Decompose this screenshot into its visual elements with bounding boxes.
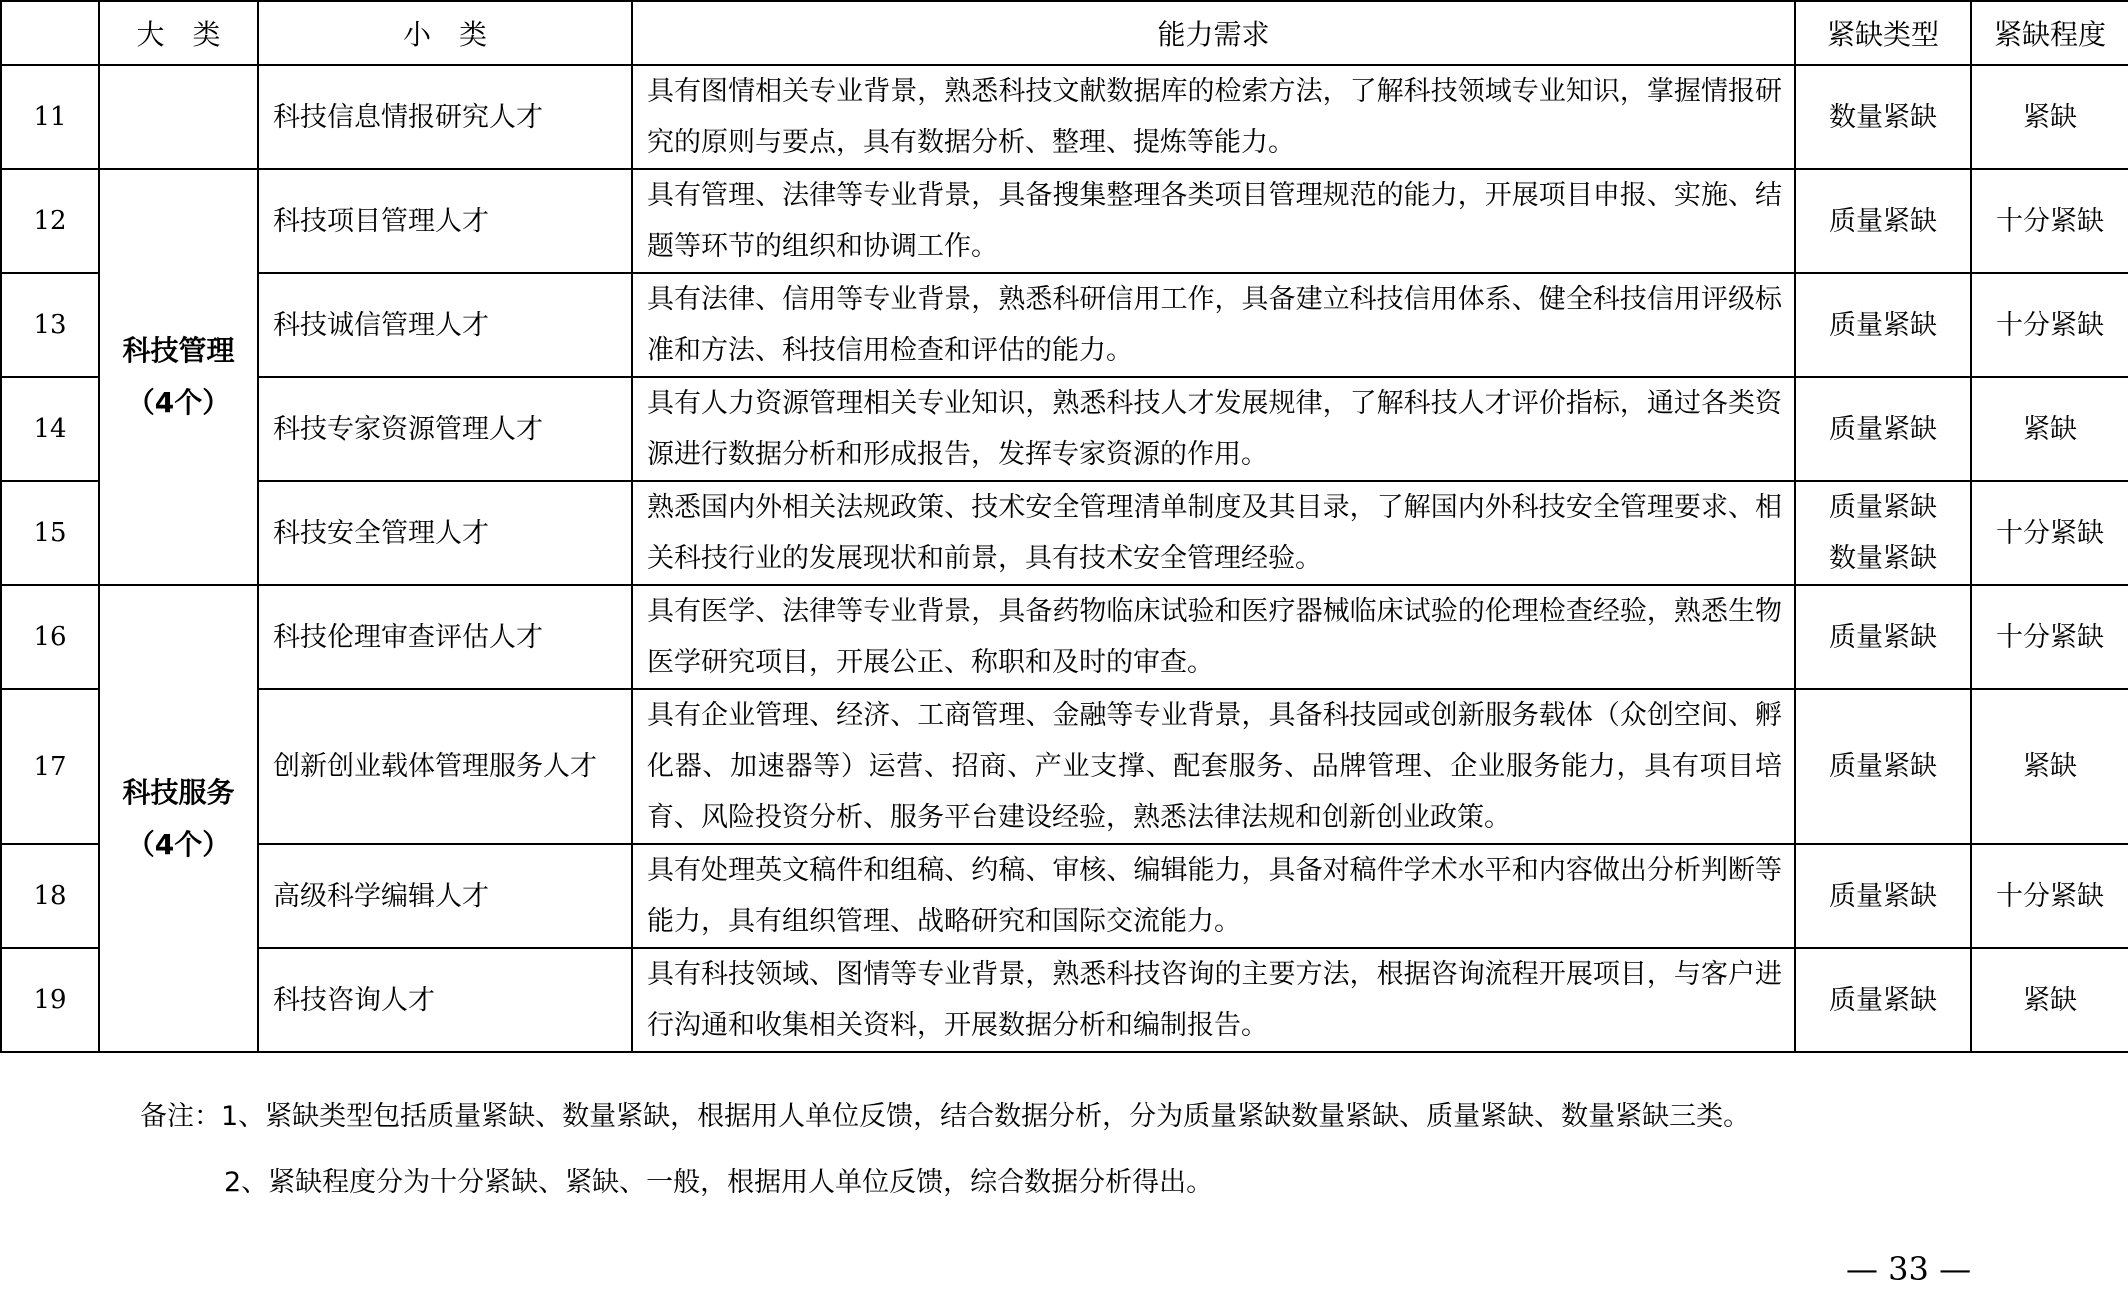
table-row xyxy=(1,65,2128,169)
subcategory-cell: 创新创业载体管理服务人才 xyxy=(258,689,632,844)
requirement-cell: 具有科技领域、图情等专业背景，熟悉科技咨询的主要方法，根据咨询流程开展项目，与客户进行沟通和收集相关资料，开展数据分析和编制报告。 xyxy=(632,948,1795,1052)
shortage-level-cell: 十分紧缺 xyxy=(1971,273,2128,377)
shortage-level-cell: 十分紧缺 xyxy=(1971,169,2128,273)
table-row xyxy=(1,169,2128,273)
shortage-level-cell: 紧缺 xyxy=(1971,377,2128,481)
table-row xyxy=(1,948,2128,1052)
row-number: 11 xyxy=(1,65,99,169)
requirement-cell: 具有处理英文稿件和组稿、约稿、审核、编辑能力，具备对稿件学术水平和内容做出分析判断等能力，具有组织管理、战略研究和国际交流能力。 xyxy=(632,844,1795,948)
table-row xyxy=(1,689,2128,844)
category-cell-empty xyxy=(99,65,258,169)
shortage-type-cell: 质量紧缺 xyxy=(1795,689,1971,844)
header-shortage-type: 紧缺类型 xyxy=(1795,1,1971,65)
subcategory-cell: 科技诚信管理人才 xyxy=(258,273,632,377)
category-count: （4个） xyxy=(126,827,231,861)
row-number: 15 xyxy=(1,481,99,585)
row-number: 19 xyxy=(1,948,99,1052)
header-index xyxy=(1,1,99,65)
header-subcategory: 小 类 xyxy=(258,1,632,65)
table-header-row xyxy=(1,1,2128,65)
requirement-cell: 具有管理、法律等专业背景，具备搜集整理各类项目管理规范的能力，开展项目申报、实施、结题等环节的组织和协调工作。 xyxy=(632,169,1795,273)
row-number: 12 xyxy=(1,169,99,273)
category-cell-management xyxy=(99,169,258,585)
subcategory-cell: 高级科学编辑人才 xyxy=(258,844,632,948)
shortage-type-cell: 质量紧缺 xyxy=(1795,377,1971,481)
category-name: 科技管理 xyxy=(122,334,235,367)
shortage-type-cell: 数量紧缺 xyxy=(1795,65,1971,169)
subcategory-cell: 科技信息情报研究人才 xyxy=(258,65,632,169)
footnote-1: 备注：1、紧缺类型包括质量紧缺、数量紧缺，根据用人单位反馈，结合数据分析，分为质量紧缺数量紧缺、质量紧缺、数量紧缺三类。 xyxy=(140,1101,1751,1132)
shortage-level-cell: 紧缺 xyxy=(1971,65,2128,169)
row-number: 17 xyxy=(1,689,99,844)
table-row xyxy=(1,481,2128,585)
shortage-level-cell: 十分紧缺 xyxy=(1971,844,2128,948)
shortage-type-cell: 质量紧缺 xyxy=(1795,844,1971,948)
shortage-type-line: 数量紧缺 xyxy=(1829,543,1937,574)
requirement-cell: 具有图情相关专业背景，熟悉科技文献数据库的检索方法，了解科技领域专业知识，掌握情报研究的原则与要点，具有数据分析、整理、提炼等能力。 xyxy=(632,65,1795,169)
requirement-cell: 具有企业管理、经济、工商管理、金融等专业背景，具备科技园或创新服务载体（众创空间、孵化器、加速器等）运营、招商、产业支撑、配套服务、品牌管理、企业服务能力，具有项目培育、风险投资分析、服务平台建设经验，熟悉法律法规和创新创业政策。 xyxy=(632,689,1795,844)
subcategory-cell: 科技伦理审查评估人才 xyxy=(258,585,632,689)
page-number: — 33 — xyxy=(1846,1250,1972,1288)
header-shortage-level: 紧缺程度 xyxy=(1971,1,2128,65)
subcategory-cell: 科技安全管理人才 xyxy=(258,481,632,585)
category-cell-service xyxy=(99,585,258,1052)
shortage-level-cell: 十分紧缺 xyxy=(1971,481,2128,585)
row-number: 16 xyxy=(1,585,99,689)
row-number: 18 xyxy=(1,844,99,948)
shortage-type-cell: 质量紧缺 xyxy=(1795,585,1971,689)
shortage-level-cell: 紧缺 xyxy=(1971,689,2128,844)
shortage-type-cell: 质量紧缺 xyxy=(1795,273,1971,377)
footnotes xyxy=(140,1084,1750,1216)
header-requirements: 能力需求 xyxy=(632,1,1795,65)
subcategory-cell: 科技专家资源管理人才 xyxy=(258,377,632,481)
table-row xyxy=(1,844,2128,948)
table-row xyxy=(1,377,2128,481)
row-number: 13 xyxy=(1,273,99,377)
requirement-cell: 具有医学、法律等专业背景，具备药物临床试验和医疗器械临床试验的伦理检查经验，熟悉生物医学研究项目，开展公正、称职和及时的审查。 xyxy=(632,585,1795,689)
shortage-level-cell: 紧缺 xyxy=(1971,948,2128,1052)
subcategory-cell: 科技咨询人才 xyxy=(258,948,632,1052)
shortage-type-cell: 质量紧缺 xyxy=(1795,948,1971,1052)
shortage-type-line: 质量紧缺 xyxy=(1829,492,1937,523)
requirement-cell: 熟悉国内外相关法规政策、技术安全管理清单制度及其目录，了解国内外科技安全管理要求、相关科技行业的发展现状和前景，具有技术安全管理经验。 xyxy=(632,481,1795,585)
shortage-level-cell: 十分紧缺 xyxy=(1971,585,2128,689)
header-category: 大 类 xyxy=(99,1,258,65)
requirement-cell: 具有法律、信用等专业背景，熟悉科研信用工作，具备建立科技信用体系、健全科技信用评级标准和方法、科技信用检查和评估的能力。 xyxy=(632,273,1795,377)
footnote-2: 2、紧缺程度分为十分紧缺、紧缺、一般，根据用人单位反馈，综合数据分析得出。 xyxy=(224,1167,1214,1198)
subcategory-cell: 科技项目管理人才 xyxy=(258,169,632,273)
row-number: 14 xyxy=(1,377,99,481)
shortage-type-cell: 质量紧缺 xyxy=(1795,169,1971,273)
shortage-type-cell xyxy=(1795,481,1971,585)
table-row xyxy=(1,585,2128,689)
category-name: 科技服务 xyxy=(122,775,235,809)
requirement-cell: 具有人力资源管理相关专业知识，熟悉科技人才发展规律，了解科技人才评价指标，通过各类资源进行数据分析和形成报告，发挥专家资源的作用。 xyxy=(632,377,1795,481)
category-count: （4个） xyxy=(126,386,231,419)
table-row xyxy=(1,273,2128,377)
